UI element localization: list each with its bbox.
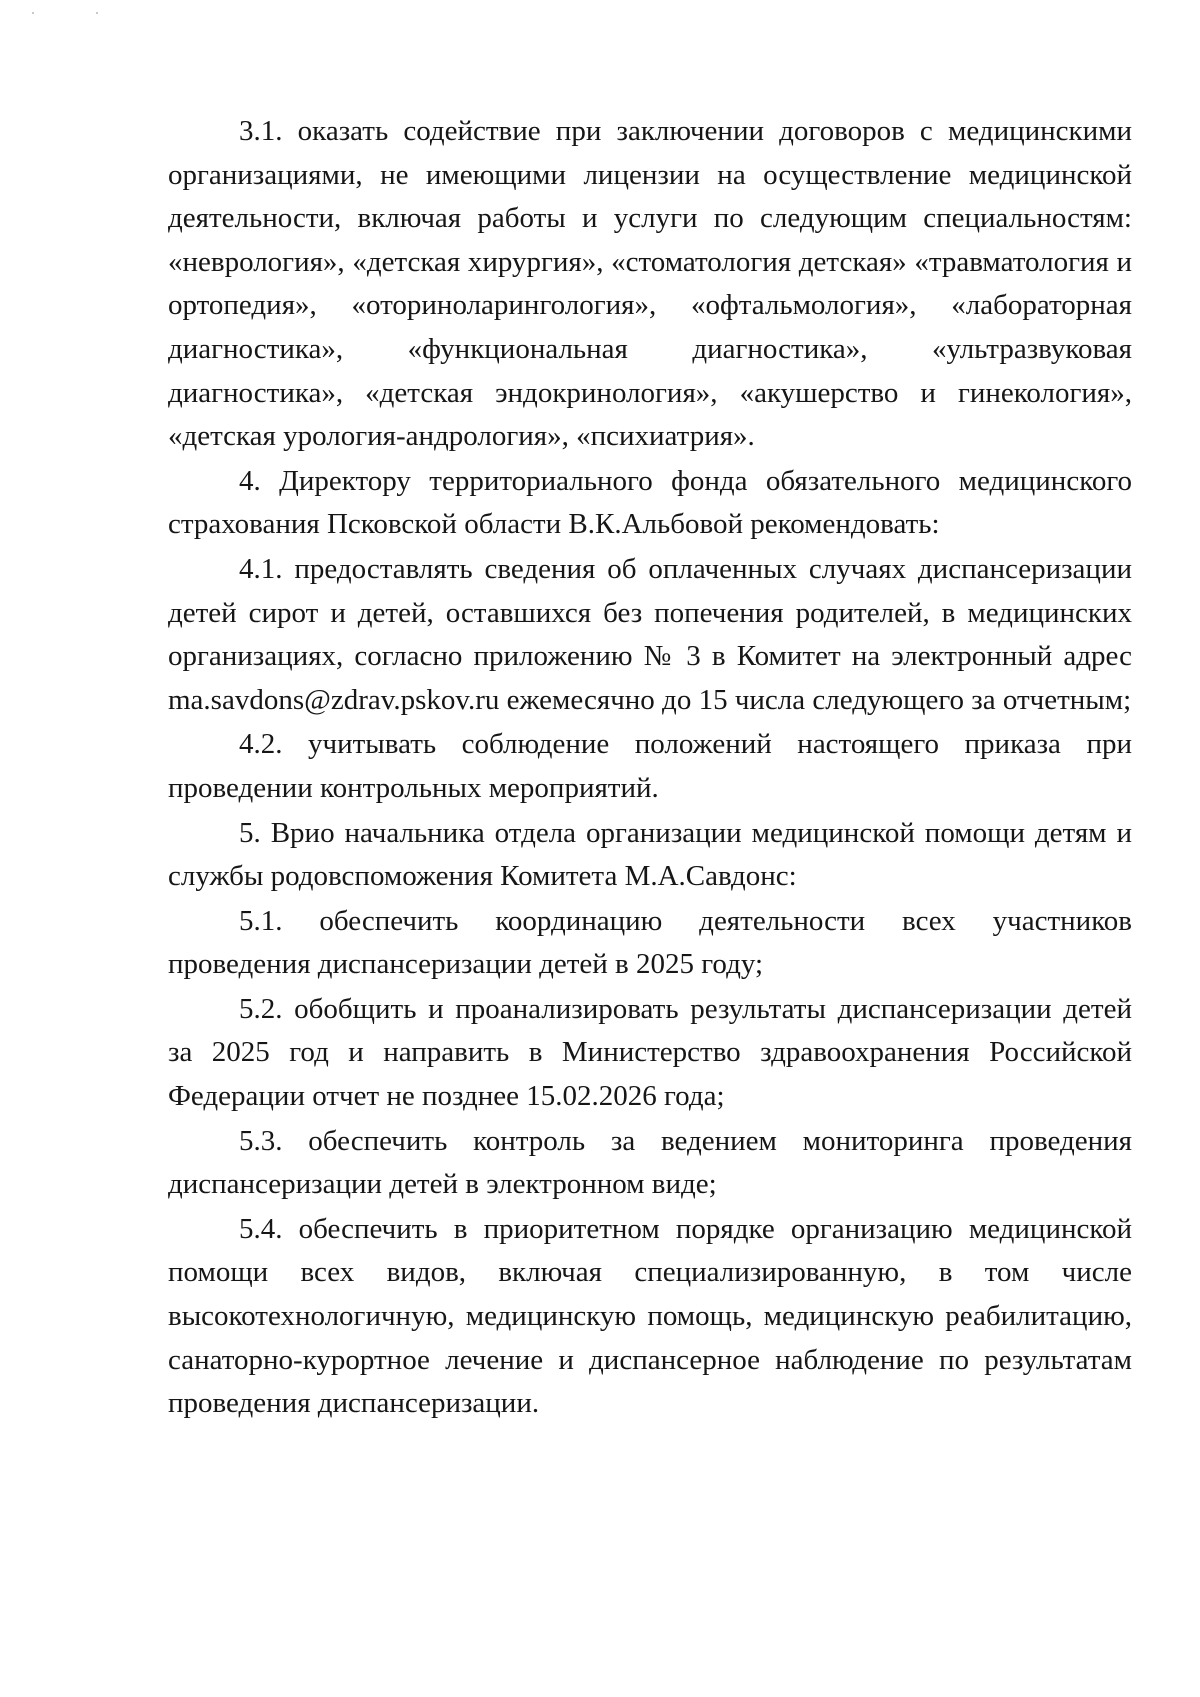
- paragraph-4: 4. Директору территориального фонда обязательного медицинского страхования Псковской области В.К.Альбовой рекомендовать:: [168, 464, 1132, 541]
- paragraph-5-1: 5.1. обеспечить координацию деятельности всех участников проведения диспансеризации детей в 2025 году;: [168, 904, 1132, 981]
- paragraph-4-1: 4.1. предоставлять сведения об оплаченных случаях диспансеризации детей сирот и детей, оставшихся без попечения родителей, в медицинских организациях, согласно приложению № 3 в Комитет на электронный адрес ma.savdons@zdrav.pskov.ru ежемесячно до 15 числа следующего за отчетным;: [168, 552, 1132, 716]
- paragraph-3-1: 3.1. оказать содействие при заключении договоров с медицинскими организациями, не имеющими лицензии на осуществление медицинской деятельности, включая работы и услуги по следующим специальностям: «неврология», «детская хирургия», «стоматология детская» «травматология и ортопедия», «оториноларингология», «офтальмология», «лабораторная диагностика», «функциональная диагностика», «ультразвуковая диагностика», «детская эндокринология», «акушерство и гинекология», «детская урология-андрология», «психиатрия».: [168, 115, 1132, 453]
- paragraph-5-4: 5.4. обеспечить в приоритетном порядке организацию медицинской помощи всех видов, включая специализированную, в том числе высокотехнологичную, медицинскую помощь, медицинскую реабилитацию, санаторно-курортное лечение и диспансерное наблюдение по результатам проведения диспансеризации.: [168, 1212, 1132, 1420]
- paragraph-4-2: 4.2. учитывать соблюдение положений настоящего приказа при проведении контрольных мероприятий.: [168, 728, 1132, 804]
- scan-speck: [32, 12, 34, 14]
- paragraph-5: 5. Врио начальника отдела организации медицинской помощи детям и службы родовспоможения Комитета М.А.Савдонс:: [168, 816, 1132, 893]
- paragraph-5-2: 5.2. обобщить и проанализировать результаты диспансеризации детей за 2025 год и направить в Министерство здравоохранения Российской Федерации отчет не позднее 15.02.2026 года;: [168, 992, 1132, 1113]
- document-body: [168, 110, 1132, 1427]
- scan-speck: [96, 12, 98, 14]
- paragraph-5-3: 5.3. обеспечить контроль за ведением мониторинга проведения диспансеризации детей в электронном виде;: [168, 1124, 1132, 1201]
